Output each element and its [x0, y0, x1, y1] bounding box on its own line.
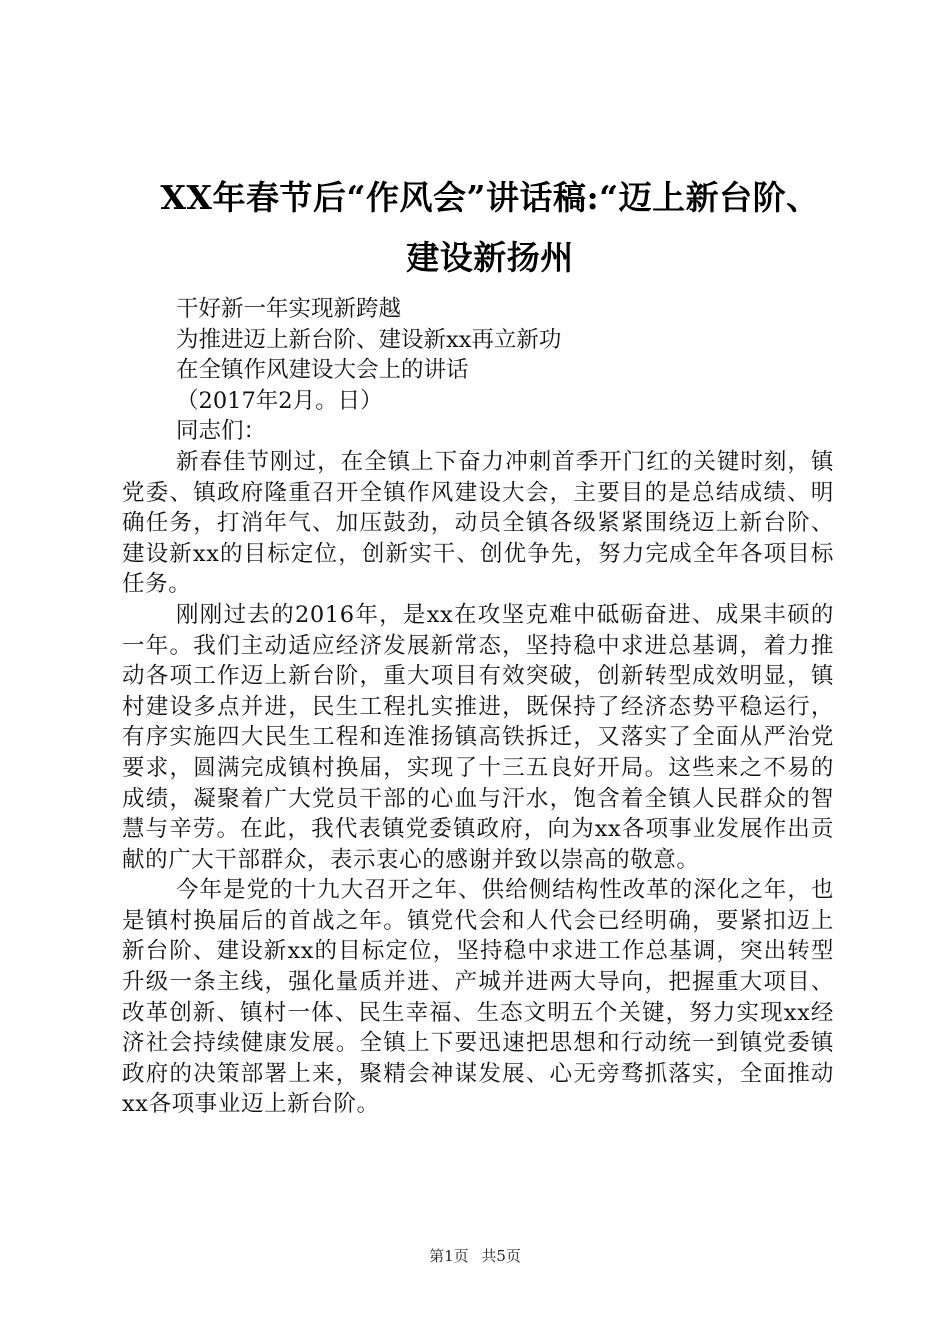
body-paragraph: 今年是党的十九大召开之年、供给侧结构性改革的深化之年，也是镇村换届后的首战之年。镇党代会和人代会已经明确，要紧扣迈上新台阶、建设新xx的目标定位，坚持稳中求进工作总基调，突出转型升级一条主线，强化量质并进、产城并进两大导向，把握重大项目、改革创新、镇村一体、民生幸福、生态文明五个关键，努力实现xx经济社会持续健康发展。全镇上下要迅速把思想和行动统一到镇党委镇政府的决策部署上来，聚精会神谋发展、心无旁骛抓落实，全面推动xx各项事业迈上新台阶。 [122, 877, 834, 1118]
document-body [122, 294, 834, 1120]
body-paragraph: 新春佳节刚过，在全镇上下奋力冲刺首季开门红的关键时刻，镇党委、镇政府隆重召开全镇作风建设大会，主要目的是总结成绩、明确任务，打消年气、加压鼓劲，动员全镇各级紧紧围绕迈上新台阶、建设新xx的目标定位，创新实干、创优争先，努力完成全年各项目标任务。 [122, 448, 834, 598]
page-number: 第1页 [429, 1247, 469, 1265]
document-title [122, 168, 858, 288]
speech-occasion: 在全镇作风建设大会上的讲话 [176, 357, 469, 384]
title-line-2: 建设新扬州 [406, 238, 574, 277]
subtitle-line: 干好新一年实现新跨越 [176, 296, 402, 322]
body-paragraph: 刚刚过去的2016年，是xx在攻坚克难中砥砺奋进、成果丰硕的一年。我们主动适应经济发展新常态，坚持稳中求进总基调，着力推动各项工作迈上新台阶，重大项目有效突破，创新转型成效明显，镇村建设多点并进，民生工程扎实推进，既保持了经济态势平稳运行，有序实施四大民生工程和连淮扬镇高铁拆迁，又落实了全面从严治党要求，圆满完成镇村换届，实现了十三五良好开局。这些来之不易的成绩，凝聚着广大党员干部的心血与汗水，饱含着全镇人民群众的智慧与辛劳。在此，我代表镇党委镇政府，向为xx各项事业发展作出贡献的广大干部群众，表示衷心的感谢并致以崇高的敬意。 [122, 601, 834, 873]
page-footer [0, 1246, 950, 1266]
page-total: 共5页 [481, 1247, 521, 1265]
salutation: 同志们： [176, 418, 267, 445]
title-line-1: XX年春节后“作风会”讲话稿:“迈上新台阶、 [160, 178, 820, 217]
subtitle-line: 为推进迈上新台阶、建设新xx再立新功 [176, 326, 562, 353]
speech-date: （2017年2月。日） [176, 387, 383, 414]
